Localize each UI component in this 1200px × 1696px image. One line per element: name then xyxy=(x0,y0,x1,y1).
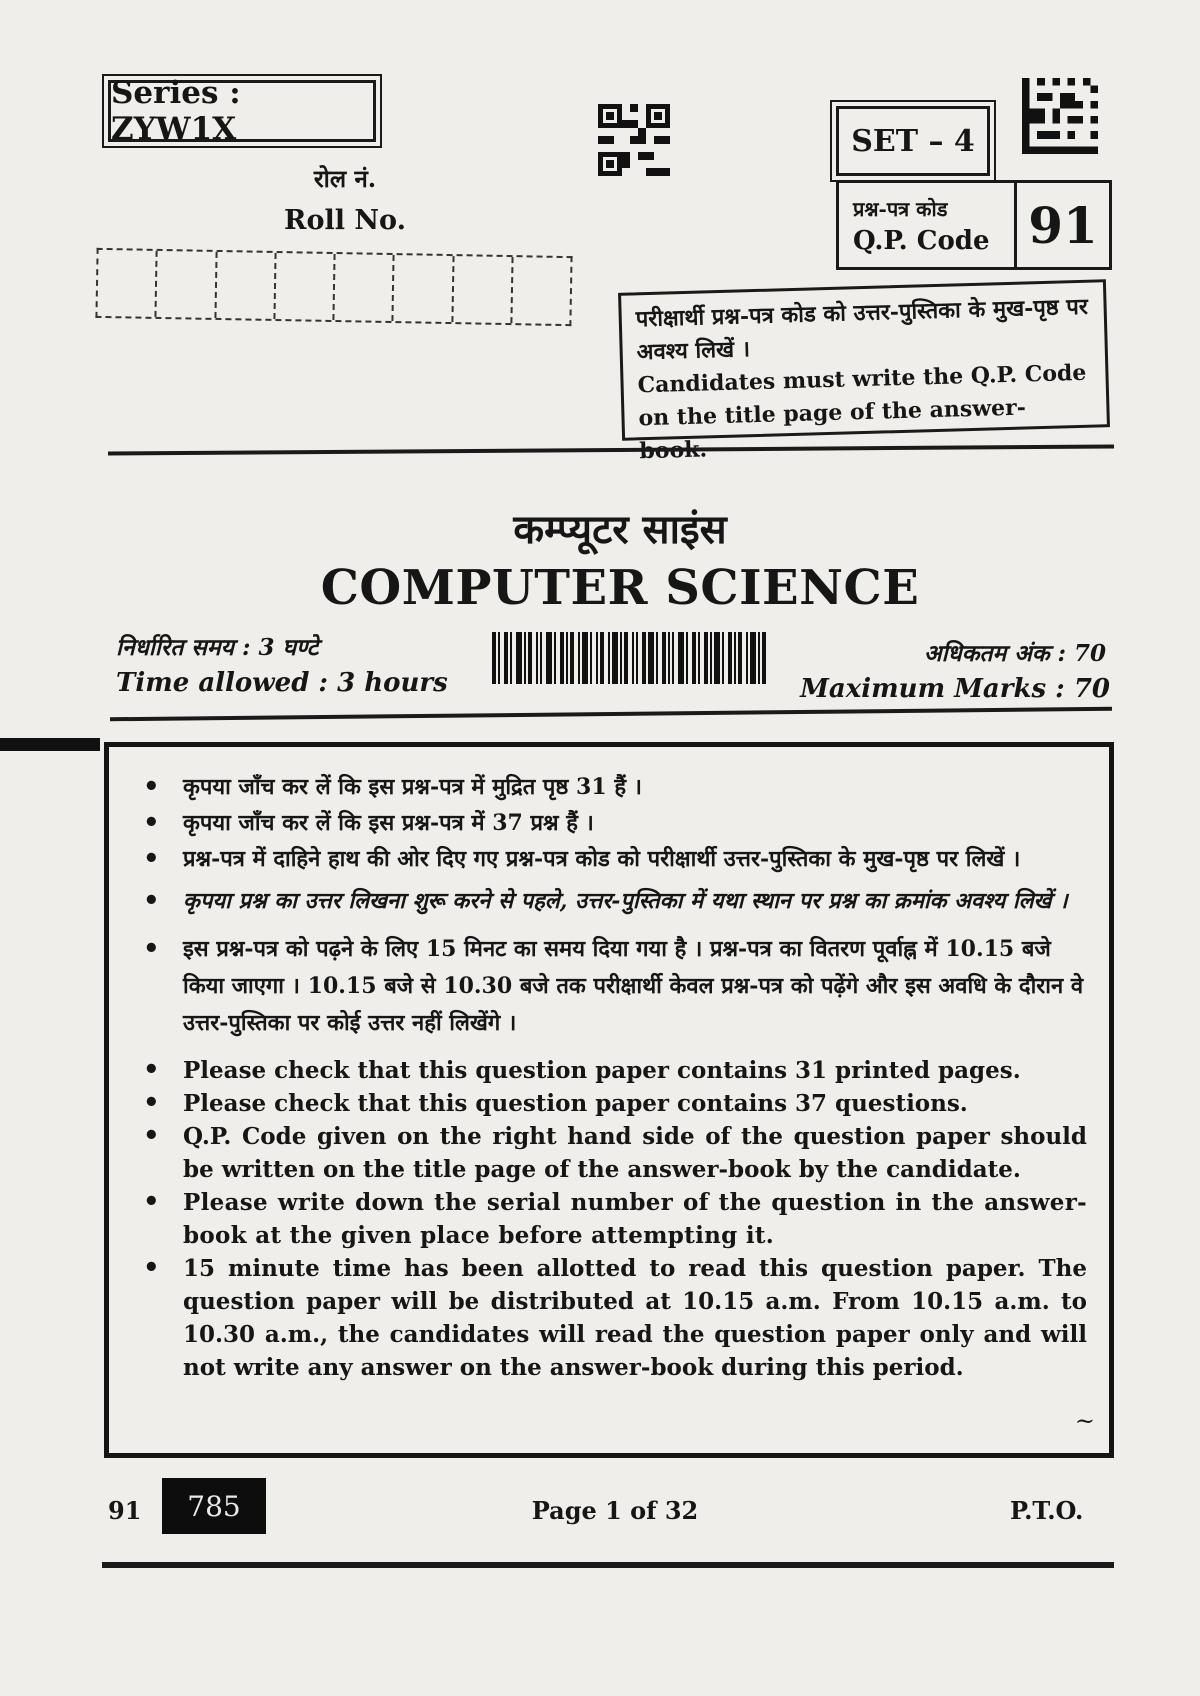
roll-no-cell[interactable] xyxy=(97,250,157,317)
instruction-hindi-3: • प्रश्न-पत्र में दाहिने हाथ की ओर दिए गए प्रश्न-पत्र कोड को परीक्षार्थी उत्तर-पुस्तिका के मुख-पृष्ठ पर लिखें । xyxy=(133,841,1087,877)
instruction-hindi-2: • कृपया जाँच कर लें कि इस प्रश्न-पत्र में 37 प्रश्न हैं । xyxy=(133,805,1087,841)
instruction-hindi-1: • कृपया जाँच कर लें कि इस प्रश्न-पत्र में मुद्रित पृष्ठ 31 हैं । xyxy=(133,769,1087,805)
roll-no-cell[interactable] xyxy=(453,256,513,323)
instruction-hindi-4: • कृपया प्रश्न का उत्तर लिखना शुरू करने से पहले, उत्तर-पुस्तिका में यथा स्थान पर प्रश्न का क्रमांक अवश्य लिखें । xyxy=(133,883,1087,919)
roll-no-hindi-label: रोल नं. xyxy=(313,164,377,193)
notice-hindi: परीक्षार्थी प्रश्न-पत्र कोड को उत्तर-पुस्तिका के मुख-पृष्ठ पर अवश्य लिखें । xyxy=(635,293,1089,366)
qp-code-hindi-label: प्रश्न-पत्र कोड xyxy=(853,196,948,221)
page-number: Page 1 of 32 xyxy=(531,1496,699,1525)
notice-english: Candidates must write the Q.P. Code on the title page of the answer-book. xyxy=(637,359,1087,432)
instruction-english-2: • Please check that this question paper contains 37 questions. xyxy=(133,1087,1087,1120)
series-label: Series : ZYW1X xyxy=(108,80,376,142)
left-edge-strip xyxy=(0,738,100,751)
roll-no-label: Roll No. xyxy=(284,205,406,236)
roll-no-cell[interactable] xyxy=(275,253,335,320)
barcode-icon xyxy=(492,632,766,684)
divider xyxy=(110,707,1112,721)
qp-code-box xyxy=(836,180,1112,270)
roll-no-input-boxes[interactable] xyxy=(95,248,572,326)
set-label: SET – 4 xyxy=(836,106,990,176)
instruction-english-5: • 15 minute time has been allotted to read this question paper. The question paper will be distributed at 10.15 a.m. From 10.15 a.m. to 10.30 a.m., the candidates will read the question paper only and will not write any answer on the answer-book during this period. xyxy=(133,1252,1087,1384)
qp-code-number: 91 xyxy=(1028,195,1098,255)
qp-code-notice xyxy=(618,279,1110,441)
footer-divider xyxy=(102,1562,1114,1568)
max-marks-hindi: अधिकतम अंक : 70 xyxy=(924,640,1106,667)
time-allowed: Time allowed : 3 hours xyxy=(116,668,448,698)
instruction-english-4: • Please write down the serial number of the question in the answer-book at the given place before attempting it. xyxy=(133,1186,1087,1252)
time-allowed-hindi: निर्धारित समय : 3 घण्टे xyxy=(116,634,319,661)
roll-no-cell[interactable] xyxy=(157,251,217,318)
instruction-hindi-5: • इस प्रश्न-पत्र को पढ़ने के लिए 15 मिनट का समय दिया गया है । प्रश्न-पत्र का वितरण पूर्वाह्न में 10.15 बजे किया जाएगा । 10.15 बजे से 10.30 बजे तक परीक्षार्थी केवल प्रश्न-पत्र को पढ़ेंगे और इस अवधि के दौरान वे उत्तर-पुस्तिका पर कोई उत्तर नहीं लिखेंगे । xyxy=(133,931,1087,1042)
roll-no-cell[interactable] xyxy=(216,252,276,319)
roll-no-cell[interactable] xyxy=(394,255,454,322)
max-marks: Maximum Marks : 70 xyxy=(800,674,1110,704)
subject-title-hindi: कम्प्यूटर साइंस xyxy=(513,506,727,553)
roll-no-cell[interactable] xyxy=(512,257,570,324)
instruction-english-3: • Q.P. Code given on the right hand side of the question paper should be written on the title page of the answer-book by the candidate. xyxy=(133,1120,1087,1186)
subject-title: COMPUTER SCIENCE xyxy=(320,560,920,616)
instructions-box xyxy=(104,742,1114,1458)
pto-label: P.T.O. xyxy=(1010,1496,1084,1525)
instruction-english-1: • Please check that this question paper contains 31 printed pages. xyxy=(133,1054,1087,1087)
footer-stamp: 785 xyxy=(162,1478,266,1534)
data-matrix-icon xyxy=(1022,78,1098,154)
qp-code-label: Q.P. Code xyxy=(853,225,990,256)
footer-qp-code: 91 xyxy=(108,1496,142,1525)
roll-no-cell[interactable] xyxy=(334,254,394,321)
qr-code-icon xyxy=(598,104,670,176)
continuation-mark: ~ xyxy=(1074,1407,1095,1435)
